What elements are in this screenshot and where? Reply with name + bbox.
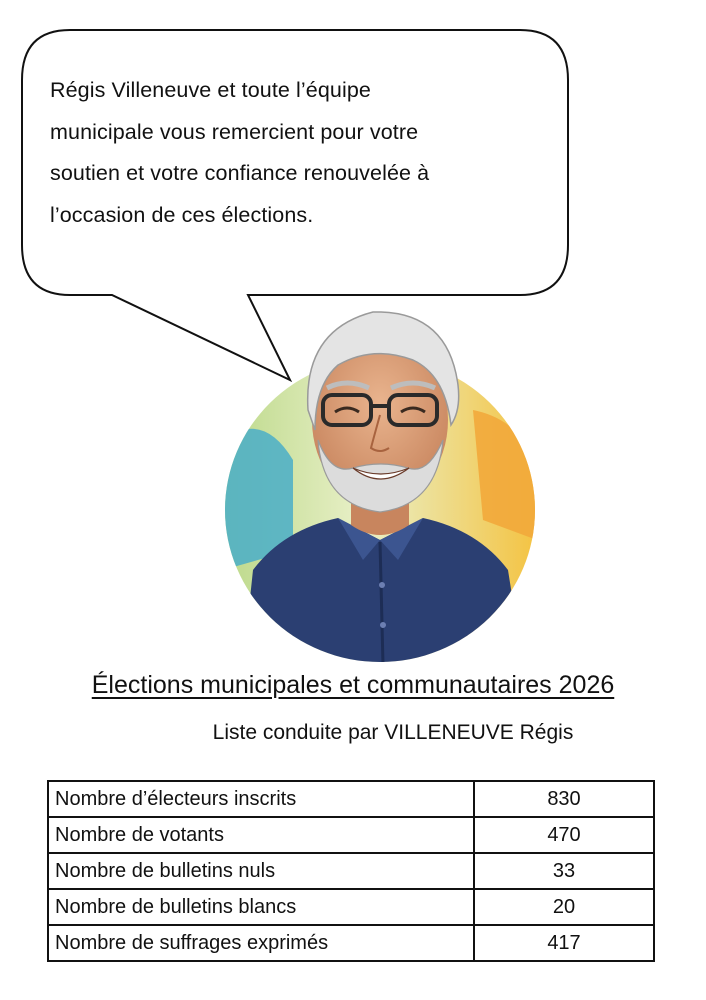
results-table (47, 780, 655, 962)
row-value: 20 (474, 889, 654, 925)
page-title-text: Élections municipales et communautaires 2026 (91, 671, 615, 699)
table-row (48, 889, 654, 925)
page-subtitle: Liste conduite par VILLENEUVE Régis (212, 721, 574, 744)
speech-bubble-text (50, 70, 550, 236)
row-label: Nombre d’électeurs inscrits (48, 781, 474, 817)
speech-bubble-line: Régis Villeneuve et toute l’équipe (50, 78, 371, 102)
table-row (48, 925, 654, 961)
table-row (48, 817, 654, 853)
page-title (0, 668, 706, 702)
row-label: Nombre de suffrages exprimés (48, 925, 474, 961)
row-label: Nombre de bulletins nuls (48, 853, 474, 889)
row-label: Nombre de votants (48, 817, 474, 853)
candidate-portrait-icon (223, 290, 537, 665)
speech-bubble-line: l’occasion de ces élections. (50, 202, 314, 227)
speech-bubble-line: municipale vous remercient pour votre (50, 119, 419, 144)
speech-bubble-line: soutien et votre confiance renouvelée à (50, 161, 430, 185)
row-value: 470 (474, 817, 654, 853)
row-value: 417 (474, 925, 654, 961)
row-label: Nombre de bulletins blancs (48, 889, 474, 925)
table-row (48, 853, 654, 889)
row-value: 830 (474, 781, 654, 817)
table-row (48, 781, 654, 817)
row-value: 33 (474, 853, 654, 889)
